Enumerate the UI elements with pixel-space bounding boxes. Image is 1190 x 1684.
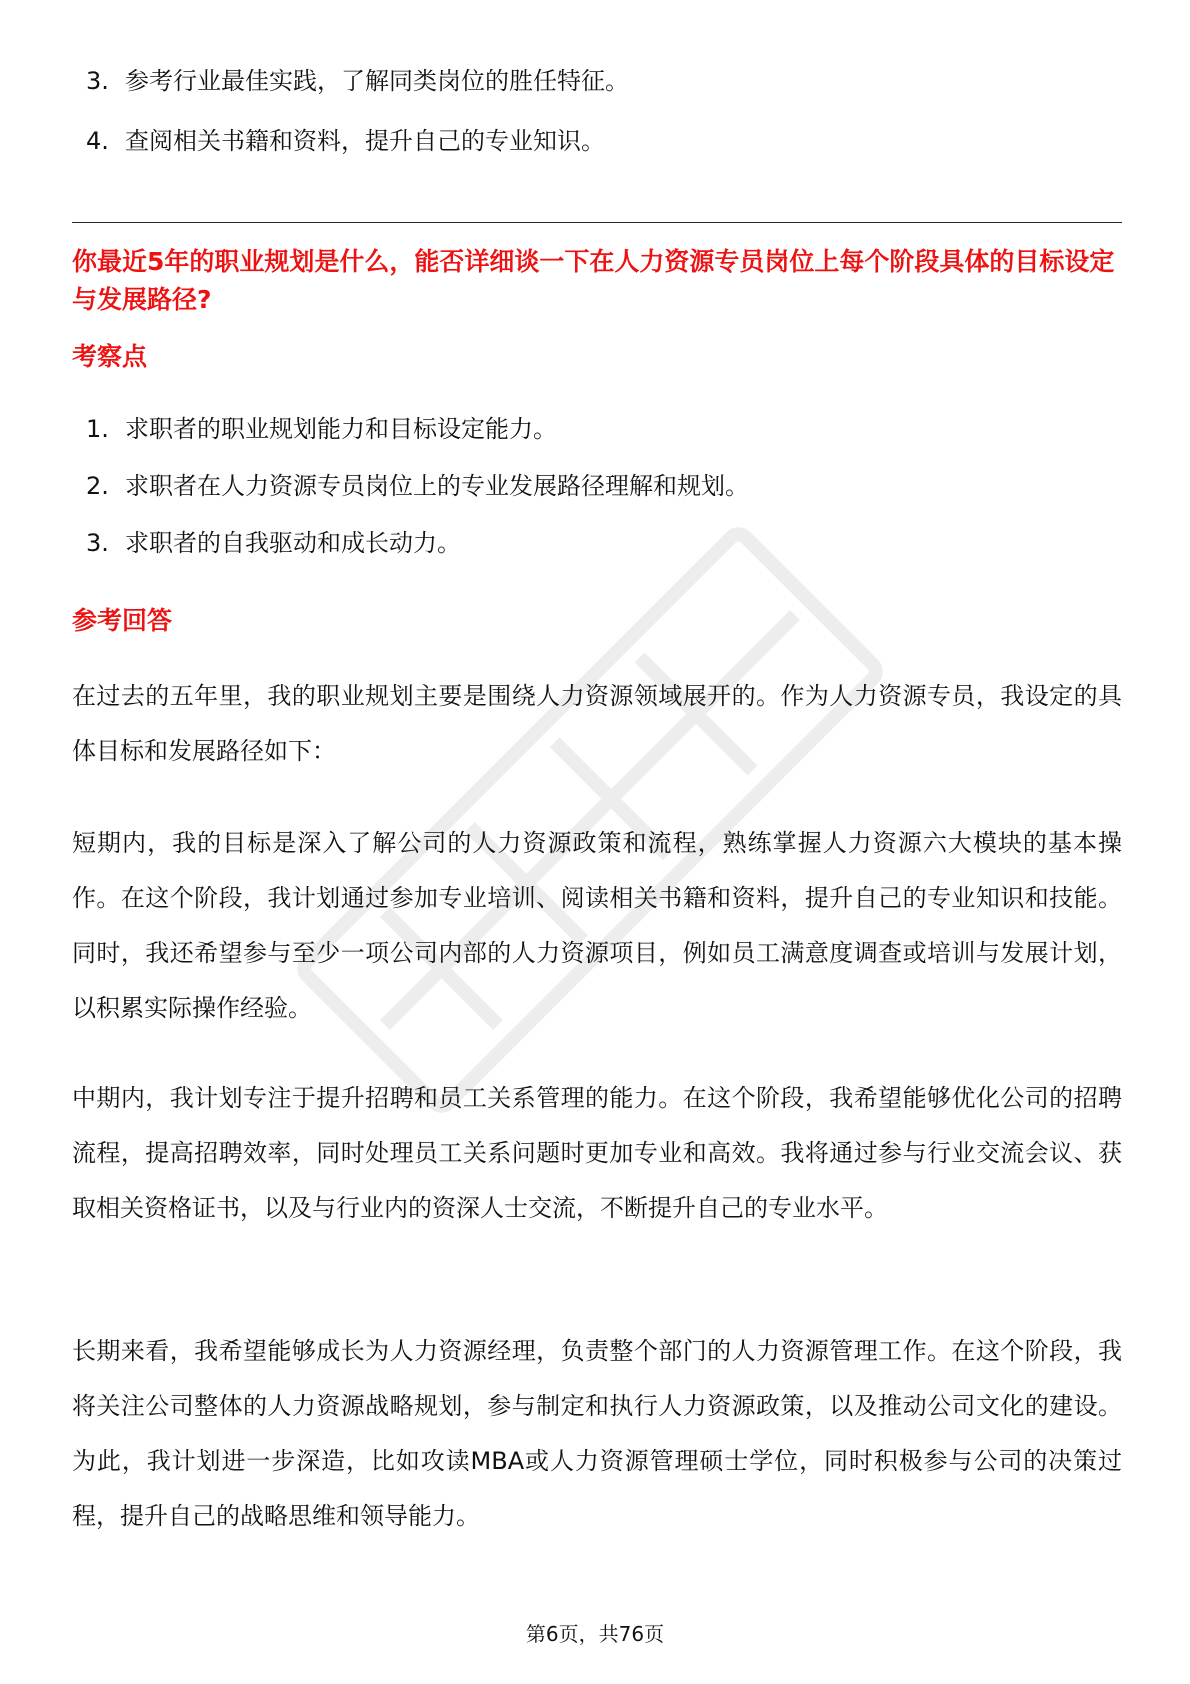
answer-heading: 参考回答 [72, 606, 173, 635]
points-list [72, 412, 1122, 583]
section-divider [72, 222, 1122, 223]
list-item-number: 1. [86, 415, 109, 443]
points-heading: 考察点 [72, 342, 148, 371]
list-item [72, 526, 1122, 560]
interview-question: 你最近5年的职业规划是什么，能否详细谈一下在人力资源专员岗位上每个阶段具体的目标设定与发展路径? [72, 247, 1115, 314]
list-item-text: 参考行业最佳实践，了解同类岗位的胜任特征。 [125, 67, 629, 95]
list-item-text: 查阅相关书籍和资料，提升自己的专业知识。 [125, 127, 605, 155]
answer-paragraph-long-term: 长期来看，我希望能够成长为人力资源经理，负责整个部门的人力资源管理工作。在这个阶段，我将关注公司整体的人力资源战略规划，参与制定和执行人力资源政策，以及推动公司文化的建设。为此，我计划进一步深造，比如攻读MBA或人力资源管理硕士学位，同时积极参与公司的决策过程，提升自己的战略思维和领导能力。 [72, 1337, 1122, 1530]
top-numbered-list [72, 64, 1122, 184]
list-item-text: 求职者的职业规划能力和目标设定能力。 [125, 415, 557, 443]
list-item-number: 2. [86, 472, 109, 500]
list-item [72, 412, 1122, 446]
list-item [72, 469, 1122, 503]
answer-paragraph-short-term: 短期内，我的目标是深入了解公司的人力资源政策和流程，熟练掌握人力资源六大模块的基本操作。在这个阶段，我计划通过参加专业培训、阅读相关书籍和资料，提升自己的专业知识和技能。同时，我还希望参与至少一项公司内部的人力资源项目，例如员工满意度调查或培训与发展计划，以积累实际操作经验。 [72, 829, 1122, 1022]
list-item-text: 求职者的自我驱动和成长动力。 [125, 529, 461, 557]
answer-paragraph-mid-term: 中期内，我计划专注于提升招聘和员工关系管理的能力。在这个阶段，我希望能够优化公司的招聘流程，提高招聘效率，同时处理员工关系问题时更加专业和高效。我将通过参与行业交流会议、获取相关资格证书，以及与行业内的资深人士交流，不断提升自己的专业水平。 [72, 1084, 1122, 1222]
list-item [72, 64, 1122, 98]
answer-paragraph-intro: 在过去的五年里，我的职业规划主要是围绕人力资源领域展开的。作为人力资源专员，我设定的具体目标和发展路径如下： [72, 682, 1122, 765]
list-item-number: 3. [86, 67, 109, 95]
page-number-footer: 第6页，共76页 [525, 1622, 665, 1646]
list-item-number: 4. [86, 127, 109, 155]
list-item [72, 124, 1122, 158]
list-item-number: 3. [86, 529, 109, 557]
list-item-text: 求职者在人力资源专员岗位上的专业发展路径理解和规划。 [125, 472, 749, 500]
